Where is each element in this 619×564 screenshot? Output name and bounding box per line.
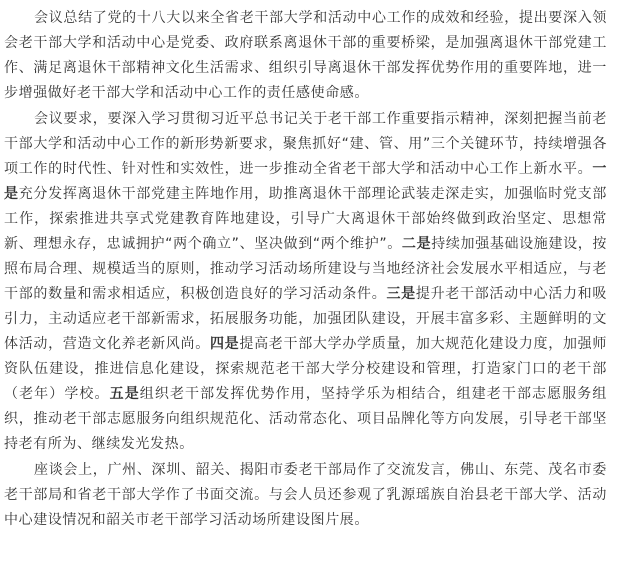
article-paragraph-summary: 会议总结了党的十八大以来全省老干部大学和活动中心工作的成效和经验，提出要深入领会老干部大学和活动中心是党委、政府联系离退休干部的重要桥梁，是加强离退休干部党建工作、满足离退休干部精神文化生活需求、组织引导离退休干部发挥优势作用的重要阵地，进一步增强做好老干部大学和活动中心工作的责任感使命感。	[4, 10, 607, 101]
point-3-text: 提升老干部活动中心活力和吸引力，主动适应老干部新需求，拓展服务功能，加强团队建设，开展丰富多彩、主题鲜明的文体活动，营造文化养老新风尚。	[4, 286, 607, 352]
point-2-text: 持续加强基础设施建设，按照布局合理、规模适当的原则，推动学习活动场所建设与当地经济社会发展水平相适应，与老干部的数量和需求相适应，积极创造良好的学习活动条件。	[4, 236, 608, 302]
point-3-lead: 三是	[386, 286, 416, 302]
point-5-lead: 五是	[109, 386, 140, 402]
article-paragraph-forum: 座谈会上，广州、深圳、韶关、揭阳市委老干部局作了交流发言，佛山、东莞、茂名市委老干部局和省老干部大学作了书面交流。与会人员还参观了乳源瑶族自治县老干部大学、活动中心建设情况和韶关市老干部学习活动场所建设图片展。	[4, 462, 607, 528]
point-4-text: 提高老干部大学办学质量，加大规范化建设力度，加强师资队伍建设，推进信息化建设，探索规范老干部大学分校建设和管理，打造家门口的老干部（老年）学校。	[4, 336, 607, 402]
point-2-lead: 二是	[401, 236, 432, 252]
point-5-text: 组织老干部发挥优势作用，坚持学乐为相结合，组建老干部志愿服务组织，推动老干部志愿服务向组织规范化、活动常态化、项目品牌化等方向发展，引导老干部坚持老有所为、继续发光发热。	[4, 386, 607, 452]
article-paragraph-requirements	[4, 107, 607, 457]
point-1-lead: 一是	[4, 161, 607, 202]
point-4-lead: 四是	[209, 336, 240, 352]
point-1-text: 充分发挥离退休干部党建主阵地作用，助推离退休干部理论武装走深走实，加强临时党支部工作，探索推进共享式党建教育阵地建设，引导广大离退休干部始终做到政治坚定、思想常新、理想永存，忠诚拥护“两个确立”、坚决做到“两个维护”。	[4, 186, 607, 252]
requirements-intro: 会议要求，要深入学习贯彻习近平总书记关于老干部工作重要指示精神，深刻把握当前老干部大学和活动中心工作的新形势新要求，聚焦抓好“建、管、用”三个关键环节，持续增强各项工作的时代性、针对性和实效性，进一步推动全省老干部大学和活动中心工作上新水平。	[4, 111, 607, 177]
